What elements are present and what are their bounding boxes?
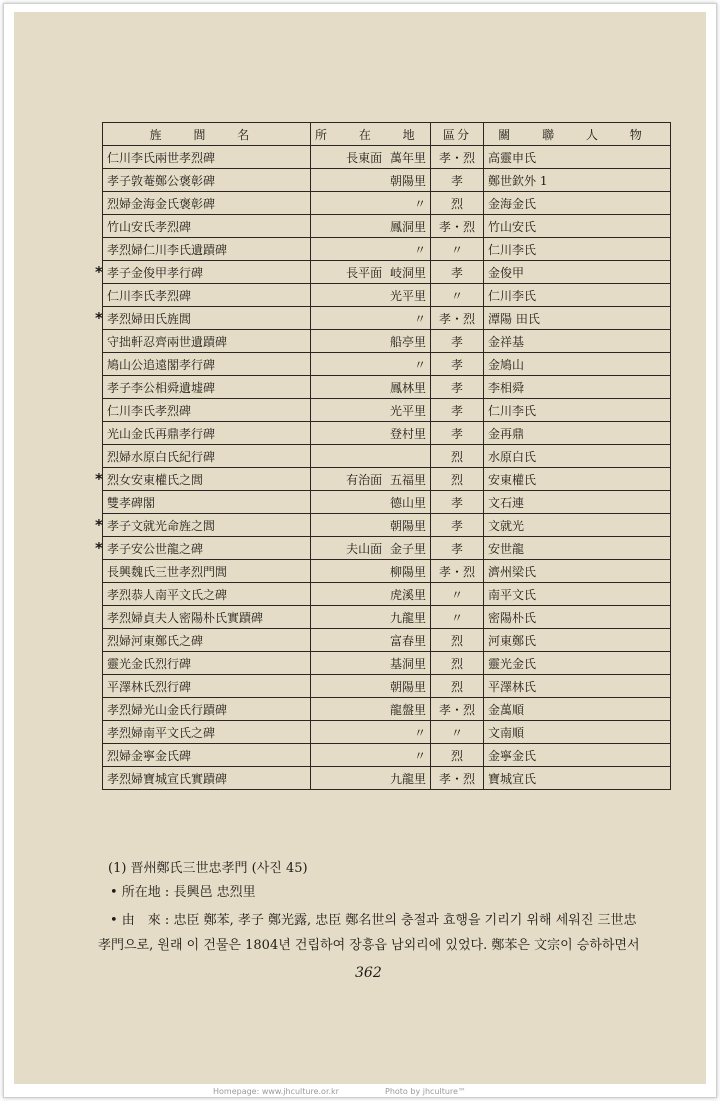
table-row <box>103 652 671 675</box>
cell-name: 孝烈恭人南平文氏之碑 <box>103 583 311 606</box>
cell-related-person: 安世龍 <box>484 537 671 560</box>
cell-related-person: 金鳩山 <box>484 353 671 376</box>
cell-category: 孝・烈 <box>431 307 484 330</box>
cell-name: 孝子李公相舜遺墟碑 <box>103 376 311 399</box>
cell-name: 孝烈婦光山金氏行蹟碑 <box>103 698 311 721</box>
table-row <box>103 399 671 422</box>
cell-name: 孝烈婦南平文氏之碑 <box>103 721 311 744</box>
cell-category: 烈 <box>431 675 484 698</box>
table-row <box>103 353 671 376</box>
cell-location: 龍盤里 <box>311 698 431 721</box>
cell-name: 孝烈婦貞夫人密陽朴氏實蹟碑 <box>103 606 311 629</box>
footer-photo-credit: Photo by jhculture™ <box>385 1087 466 1096</box>
table-row <box>103 767 671 790</box>
cell-location: 朝陽里 <box>311 675 431 698</box>
cell-location: 船亭里 <box>311 330 431 353</box>
cell-location: 基洞里 <box>311 652 431 675</box>
table-row <box>103 169 671 192</box>
table-row <box>103 514 671 537</box>
table-row <box>103 215 671 238</box>
cell-location: 登村里 <box>311 422 431 445</box>
cell-name: 烈婦水原白氏紀行碑 <box>103 445 311 468</box>
cell-category: 烈 <box>431 468 484 491</box>
asterisk-marker: * <box>95 309 103 327</box>
cell-related-person: 平澤林氏 <box>484 675 671 698</box>
cell-related-person: 金祥基 <box>484 330 671 353</box>
header-location: 所 在 地 <box>311 123 431 146</box>
cell-location: 長平面 岐洞里 <box>311 261 431 284</box>
cell-category: 孝 <box>431 330 484 353</box>
header-category: 區分 <box>431 123 484 146</box>
cell-name: 孝子金俊甲孝行碑 <box>103 261 311 284</box>
table-row <box>103 468 671 491</box>
cell-name: 烈女安東權氏之閭 <box>103 468 311 491</box>
cell-related-person: 金寧金氏 <box>484 744 671 767</box>
cell-location <box>311 445 431 468</box>
cell-related-person: 南平文氏 <box>484 583 671 606</box>
cell-location: 〃 <box>311 307 431 330</box>
cell-related-person: 仁川李氏 <box>484 238 671 261</box>
cell-related-person: 高靈申氏 <box>484 146 671 169</box>
table-row <box>103 629 671 652</box>
cell-location: 富春里 <box>311 629 431 652</box>
cell-location: 〃 <box>311 353 431 376</box>
cell-related-person: 文石連 <box>484 491 671 514</box>
cell-name: 光山金氏再鼎孝行碑 <box>103 422 311 445</box>
memorial-table <box>102 122 671 790</box>
cell-location: 朝陽里 <box>311 169 431 192</box>
cell-related-person: 金再鼎 <box>484 422 671 445</box>
cell-category: 孝 <box>431 399 484 422</box>
cell-location: 光平里 <box>311 399 431 422</box>
table-row <box>103 744 671 767</box>
cell-name: 孝子文就光命旌之閭 <box>103 514 311 537</box>
cell-name: 平澤林氏烈行碑 <box>103 675 311 698</box>
cell-category: 孝・烈 <box>431 698 484 721</box>
cell-location: 有治面 五福里 <box>311 468 431 491</box>
cell-category: 孝・烈 <box>431 560 484 583</box>
cell-name: 孝烈婦田氏旌閭 <box>103 307 311 330</box>
cell-name: 靈光金氏烈行碑 <box>103 652 311 675</box>
cell-name: 孝子安公世龍之碑 <box>103 537 311 560</box>
cell-name: 烈婦河東鄭氏之碑 <box>103 629 311 652</box>
cell-location: 虎溪里 <box>311 583 431 606</box>
table-row <box>103 560 671 583</box>
cell-related-person: 濟州梁氏 <box>484 560 671 583</box>
cell-related-person: 鄭世欽外 1 <box>484 169 671 192</box>
cell-location: 〃 <box>311 192 431 215</box>
table-row <box>103 445 671 468</box>
cell-name: 孝子敦菴鄭公褒彰碑 <box>103 169 311 192</box>
cell-location: 九龍里 <box>311 606 431 629</box>
section-heading: (1) 晋州鄭氏三世忠孝門 (사진 45) <box>108 861 308 876</box>
cell-category: 〃 <box>431 583 484 606</box>
cell-name: 竹山安氏孝烈碑 <box>103 215 311 238</box>
cell-related-person: 竹山安氏 <box>484 215 671 238</box>
cell-category: 〃 <box>431 284 484 307</box>
cell-category: 孝・烈 <box>431 215 484 238</box>
cell-related-person: 安東權氏 <box>484 468 671 491</box>
cell-category: 孝 <box>431 514 484 537</box>
cell-location: 朝陽里 <box>311 514 431 537</box>
asterisk-marker: * <box>95 470 103 488</box>
cell-related-person: 金海金氏 <box>484 192 671 215</box>
cell-name: 烈婦金寧金氏碑 <box>103 744 311 767</box>
table-row <box>103 261 671 284</box>
cell-location: 鳳洞里 <box>311 215 431 238</box>
cell-location: 〃 <box>311 721 431 744</box>
cell-related-person: 仁川李氏 <box>484 284 671 307</box>
cell-location: 柳陽里 <box>311 560 431 583</box>
cell-category: 孝・烈 <box>431 767 484 790</box>
cell-name: 孝烈婦仁川李氏遺蹟碑 <box>103 238 311 261</box>
cell-related-person: 密陽朴氏 <box>484 606 671 629</box>
table-row <box>103 192 671 215</box>
cell-related-person: 金萬順 <box>484 698 671 721</box>
cell-related-person: 金俊甲 <box>484 261 671 284</box>
table-row <box>103 330 671 353</box>
asterisk-marker: * <box>95 263 103 281</box>
cell-category: 孝 <box>431 422 484 445</box>
cell-name: 雙孝碑閣 <box>103 491 311 514</box>
table-row <box>103 146 671 169</box>
cell-related-person: 靈光金氏 <box>484 652 671 675</box>
table-row <box>103 606 671 629</box>
cell-category: 烈 <box>431 445 484 468</box>
cell-name: 孝烈婦寶城宣氏實蹟碑 <box>103 767 311 790</box>
section-origin-line-1: • 由 來 : 忠臣 鄭苯, 孝子 鄭光露, 忠臣 鄭名世의 충절과 효행을 기리기 위해 세워진 三世忠 <box>110 913 637 928</box>
cell-location: 德山里 <box>311 491 431 514</box>
table-row <box>103 238 671 261</box>
table-row <box>103 491 671 514</box>
cell-name: 鳩山公追遠閣孝行碑 <box>103 353 311 376</box>
table-row <box>103 583 671 606</box>
table-row <box>103 721 671 744</box>
cell-location: 〃 <box>311 238 431 261</box>
cell-category: 孝 <box>431 353 484 376</box>
cell-category: 孝 <box>431 261 484 284</box>
page-number: 362 <box>355 965 382 981</box>
cell-related-person: 潭陽 田氏 <box>484 307 671 330</box>
cell-name: 仁川李氏兩世孝烈碑 <box>103 146 311 169</box>
header-related-person: 關 聯 人 物 <box>484 123 671 146</box>
cell-name: 烈婦金海金氏褒彰碑 <box>103 192 311 215</box>
asterisk-marker: * <box>95 539 103 557</box>
cell-category: 〃 <box>431 238 484 261</box>
cell-location: 九龍里 <box>311 767 431 790</box>
cell-related-person: 文就光 <box>484 514 671 537</box>
cell-name: 仁川李氏孝烈碑 <box>103 284 311 307</box>
table-header-row <box>103 123 671 146</box>
cell-related-person: 文南順 <box>484 721 671 744</box>
footer-homepage: Homepage: www.jhculture.or.kr <box>213 1087 339 1096</box>
cell-category: 孝 <box>431 376 484 399</box>
cell-related-person: 寶城宣氏 <box>484 767 671 790</box>
cell-category: 烈 <box>431 744 484 767</box>
section-location: • 所在地 : 長興邑 忠烈里 <box>110 885 256 900</box>
cell-location: 鳳林里 <box>311 376 431 399</box>
cell-name: 仁川李氏孝烈碑 <box>103 399 311 422</box>
cell-category: 孝 <box>431 537 484 560</box>
header-name: 旌 閭 名 <box>103 123 311 146</box>
cell-category: 〃 <box>431 606 484 629</box>
cell-related-person: 李相舜 <box>484 376 671 399</box>
cell-location: 長東面 萬年里 <box>311 146 431 169</box>
asterisk-marker: * <box>95 516 103 534</box>
table-row <box>103 698 671 721</box>
cell-category: 〃 <box>431 721 484 744</box>
cell-category: 孝 <box>431 491 484 514</box>
table-row <box>103 422 671 445</box>
cell-name: 守拙軒忍齊兩世遺蹟碑 <box>103 330 311 353</box>
cell-category: 烈 <box>431 192 484 215</box>
cell-category: 孝・烈 <box>431 146 484 169</box>
cell-category: 烈 <box>431 629 484 652</box>
cell-related-person: 河東鄭氏 <box>484 629 671 652</box>
cell-location: 光平里 <box>311 284 431 307</box>
cell-category: 烈 <box>431 652 484 675</box>
section-origin-line-2: 孝門으로, 원래 이 건물은 1804년 건립하여 장흥읍 남외리에 있었다. 鄭苯은 文宗이 승하하면서 <box>98 938 640 953</box>
cell-related-person: 水原白氏 <box>484 445 671 468</box>
cell-location: 〃 <box>311 744 431 767</box>
table-row <box>103 284 671 307</box>
cell-name: 長興魏氏三世孝烈門閭 <box>103 560 311 583</box>
cell-related-person: 仁川李氏 <box>484 399 671 422</box>
cell-category: 孝 <box>431 169 484 192</box>
cell-location: 夫山面 金子里 <box>311 537 431 560</box>
table-row <box>103 537 671 560</box>
table-row <box>103 675 671 698</box>
table-row <box>103 307 671 330</box>
table-row <box>103 376 671 399</box>
